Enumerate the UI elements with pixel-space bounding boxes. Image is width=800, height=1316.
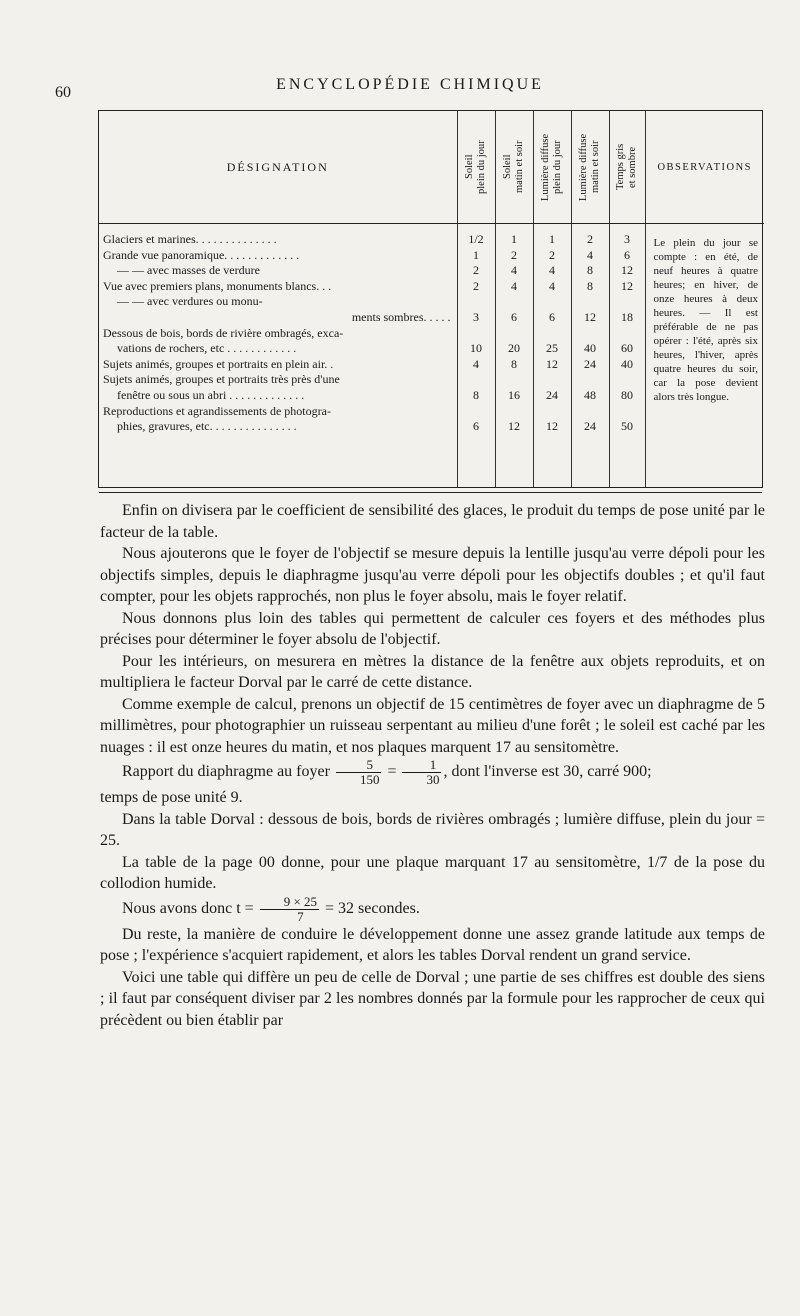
fraction: $\frac{5}{150}$ (336, 758, 382, 787)
column-diffuse-matin: 2 4 8 8 12 40 24 48 24 (571, 224, 609, 488)
table-row-label: Reproductions et agrandissements de photogra- (103, 403, 331, 418)
header-designation: DÉSIGNATION (99, 111, 457, 224)
table-row-label: — — avec verdures ou monu- (117, 294, 263, 309)
formula-exposure-time: Nous avons donc t = $\frac{9 \times 25}{7}$ = 32 secondes. (122, 893, 420, 924)
paragraph: temps de pose unité 9. (100, 789, 243, 806)
exposure-table (98, 110, 763, 488)
header-temps-gris: Temps gris et sombre (609, 111, 645, 224)
column-soleil-matin: 1 2 4 4 6 20 8 16 12 (495, 224, 533, 488)
running-head: ENCYCLOPÉDIE CHIMIQUE (276, 76, 544, 93)
header-soleil-matin: Soleil matin et soir (495, 111, 533, 224)
table-row-label: phies, gravures, etc. . . . . . . . . . . . . . . (117, 419, 297, 434)
table-row-label: Vue avec premiers plans, monuments blancs. . . (103, 278, 332, 293)
page-number: 60 (55, 84, 71, 101)
table-row-label: fenêtre ou sous un abri . . . . . . . . . . . . . (117, 387, 305, 402)
paragraph: Dans la table Dorval : dessous de bois, bords de rivières ombragés ; lumière diffuse, plein du jour = 25. (100, 810, 765, 849)
fraction: $\frac{1}{30}$ (402, 758, 441, 787)
table-row-label: Dessous de bois, bords de rivière ombragés, exca- (103, 325, 344, 340)
paragraph: Du reste, la manière de conduire le développement donne une assez grande latitude aux temps de pose ; l'expérience s'acquiert rapidement, et alors les tables Dorval rendent un grand service. (100, 925, 765, 964)
table-row-label: Sujets animés, groupes et portraits très près d'une (103, 372, 340, 387)
paragraph: Enfin on divisera par le coefficient de sensibilité des glaces, le produit du temps de pose unité par le facteur de la table. (100, 502, 765, 541)
column-diffuse-plein: 1 2 4 4 6 25 12 24 12 (533, 224, 571, 488)
table-row-label: vations de rochers, etc . . . . . . . . . . . . (117, 341, 297, 356)
fraction: $\frac{9 \times 25}{7}$ (260, 895, 319, 924)
body-text (100, 500, 765, 1031)
header-diffuse-matin: Lumière diffuse matin et soir (571, 111, 609, 224)
paragraph: Nous donnons plus loin des tables qui permettent de calculer ces foyers et des méthodes plus précises pour déterminer le foyer absolu de l'objectif. (100, 609, 765, 648)
table-row-label: Sujets animés, groupes et portraits en plein air. . (103, 356, 334, 371)
table-row-label: — — avec masses de verdure (117, 263, 260, 278)
column-soleil-plein: 1/2 1 2 2 3 10 4 8 6 (457, 224, 495, 488)
designation-column (99, 224, 457, 488)
observations-text: Le plein du jour se compte : en été, de neuf heures à quatre heures; en hiver, de onze heures à deux heures. — Il est préférable de ne pas opérer : l'été, après six heures, l'hiver, après quatre heures du soir, car la pose devient alors très longue. (653, 237, 758, 403)
paragraph: Voici une table qui diffère un peu de celle de Dorval ; une partie de ses chiffres est double des siens ; il faut par conséquent diviser par 2 les nombres donnés par la formule pour les rapprocher de ceux qui précèdent ou bien établir par (100, 968, 765, 1029)
table-row-label: ments sombres. . . . . (351, 309, 451, 324)
paragraph: La table de la page 00 donne, pour une plaque marquant 17 au sensitomètre, 1/7 de la pose du collodion humide. (100, 853, 765, 892)
header-diffuse-plein: Lumière diffuse plein du jour (533, 111, 571, 224)
table-row-label: Grande vue panoramique. . . . . . . . . . . . . (103, 247, 300, 262)
formula-diaphragm-ratio: Rapport du diaphragme au foyer $\frac{5}{150}$ = $\frac{1}{30}$ , dont l'inverse est 30, carré 900; (122, 757, 652, 787)
column-temps-gris: 3 6 12 12 18 60 40 80 50 (609, 224, 645, 488)
paragraph: Pour les intérieurs, on mesurera en mètres la distance de la fenêtre aux objets reproduits, et on multipliera le facteur Dorval par le carré de cette distance. (100, 652, 765, 691)
header-soleil-plein: Soleil plein du jour (457, 111, 495, 224)
paragraph: Nous ajouterons que le foyer de l'objectif se mesure depuis la lentille jusqu'au verre dépoli pour les objectifs simples, depuis le diaphragme jusqu'au verre dépoli pour les objectifs doubles ; et qu'il faut compter, pour les objets rapprochés, non plus le foyer absolu, mais le foyer relatif. (100, 545, 765, 605)
paragraph: Comme exemple de calcul, prenons un objectif de 15 centimètres de foyer avec un diaphragme de 5 millimètres, pour photographier un ruisseau serpentant au milieu d'une forêt ; le soleil est caché par les nuages : il est onze heures du matin, et nos plaques marquent 17 au sensitomètre. (100, 695, 765, 756)
header-observations: OBSERVATIONS (645, 111, 764, 224)
table-row-label: Glaciers et marines. . . . . . . . . . . . . . (103, 232, 277, 246)
